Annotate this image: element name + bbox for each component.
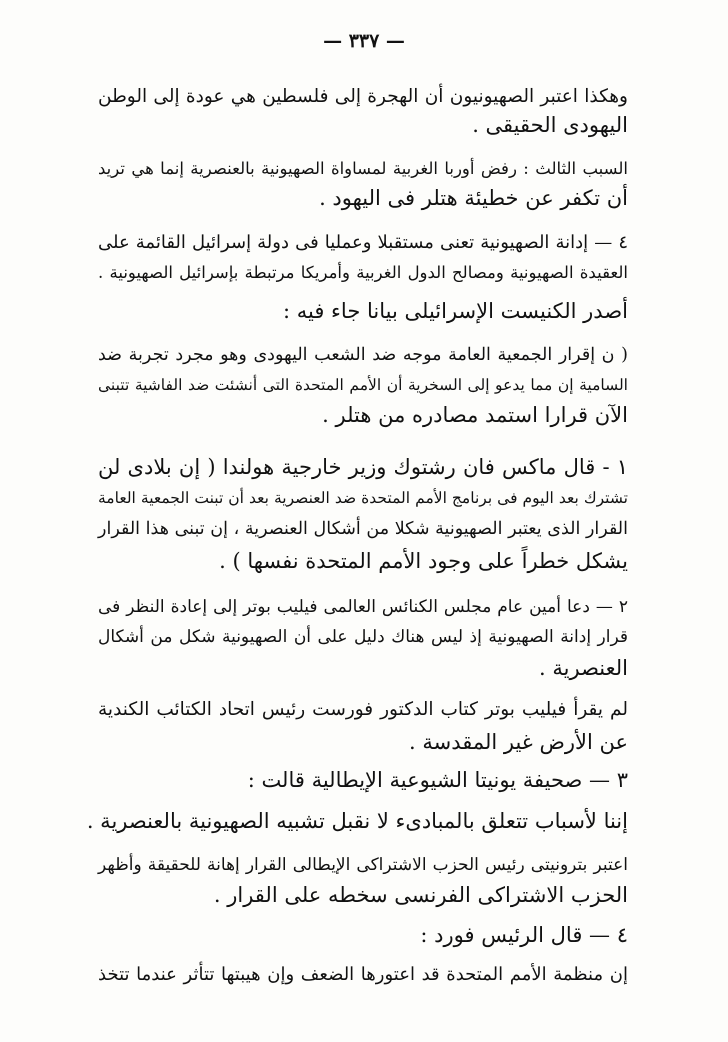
text-line: أصدر الكنيست الإسرائيلى بيانا جاء فيه :	[283, 299, 628, 323]
text-line: تشترك بعد اليوم فى برنامج الأمم المتحدة ضد العنصرية بعد أن تبنت الجمعية العامة	[98, 489, 628, 507]
text-line: ٤ — إدانة الصهيونية تعنى مستقبلا وعمليا فى دولة إسرائيل القائمة على	[98, 232, 628, 253]
text-line: إننا لأسباب تتعلق بالمبادىء لا نقبل تشبيه الصهيونية بالعنصرية .	[86, 809, 628, 833]
text-line: أن تكفر عن خطيئة هتلر فى اليهود .	[319, 186, 628, 210]
text-line: قرار إدانة الصهيونية إذ ليس هناك دليل على أن الصهيونية شكل من أشكال	[98, 627, 628, 647]
text-line: إن منظمة الأمم المتحدة قد اعتورها الضعف وإن هيبتها تتأثر عندما تتخذ	[98, 964, 628, 985]
text-line: لم يقرأ فيليب بوتر كتاب الدكتور فورست رئيس اتحاد الكتائب الكندية	[98, 699, 628, 720]
text-line: السامية إن مما يدعو إلى السخرية أن الأمم المتحدة التى أنشئت ضد الفاشية تتبنى	[98, 376, 628, 394]
page-number: — ٣٣٧ —	[323, 30, 405, 52]
text-line: ٢ — دعا أمين عام مجلس الكنائس العالمى فيليب بوتر إلى إعادة النظر فى	[98, 597, 628, 617]
text-line: يشكل خطراً على وجود الأمم المتحدة نفسها ) .	[219, 549, 628, 573]
text-line: وهكذا اعتبر الصهيونيون أن الهجرة إلى فلسطين هي عودة إلى الوطن	[98, 86, 628, 107]
text-line: ١ - قال ماكس فان رشتوك وزير خارجية هولندا ( إن بلادى لن	[98, 455, 628, 479]
text-line: العنصرية .	[539, 656, 628, 680]
text-line: ( ن إقرار الجمعية العامة موجه ضد الشعب اليهودى وهو مجرد تجربة ضد	[98, 345, 628, 365]
text-line: العقيدة الصهيونية ومصالح الدول الغربية وأمريكا مرتبطة بإسرائيل الصهيونية .	[98, 263, 628, 282]
text-line: ٤ — قال الرئيس فورد :	[420, 923, 628, 947]
text-line: اعتبر بترونيتى رئيس الحزب الاشتراكى الإيطالى القرار إهانة للحقيقة وأظهر	[98, 855, 628, 875]
text-line: القرار الذى يعتبر الصهيونية شكلا من أشكال العنصرية ، إن تبنى هذا القرار	[98, 519, 628, 539]
text-line: الآن قرارا استمد مصادره من هتلر .	[322, 403, 628, 427]
text-line: اليهودى الحقيقى .	[472, 113, 628, 137]
text-line: عن الأرض غير المقدسة .	[408, 730, 628, 754]
text-line: السبب الثالث : رفض أوربا الغربية لمساواة الصهيونية بالعنصرية إنما هي تريد	[98, 159, 628, 178]
text-line: الحزب الاشتراكى الفرنسى سخطه على القرار .	[213, 883, 628, 907]
text-line: ٣ — صحيفة يونيتا الشيوعية الإيطالية قالت :	[247, 768, 628, 792]
